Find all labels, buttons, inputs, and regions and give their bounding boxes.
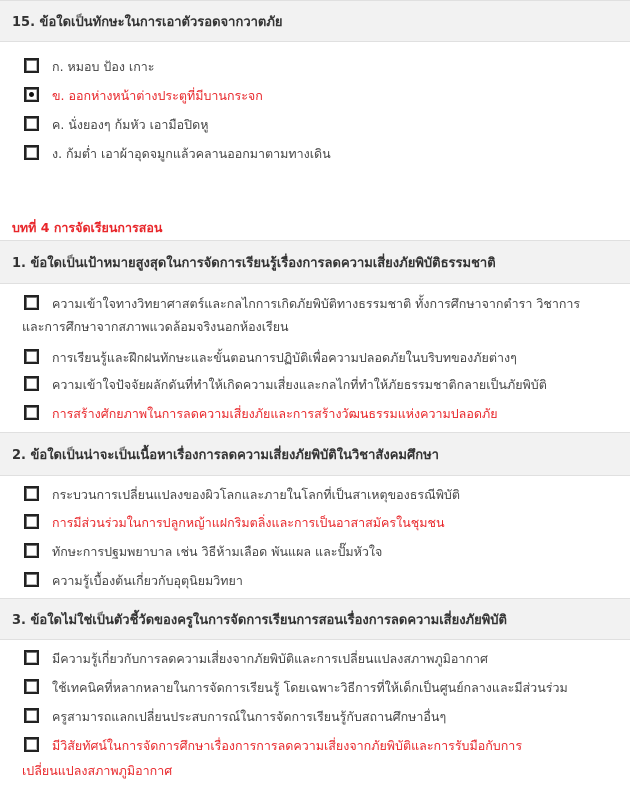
q2-option-a[interactable]: กระบวนการเปลี่ยนแปลงของผิวโลกและภายในโลกที่เป็นสาเหตุของธรณีพิบัติ [22,484,612,506]
radio-button-icon[interactable] [24,349,39,364]
radio-button-icon[interactable] [24,295,39,310]
q3-option-d-continued: เปลี่ยนแปลงสภาพภูมิอากาศ [22,763,173,778]
radio-button-icon[interactable] [24,116,39,131]
radio-button-icon[interactable] [24,650,39,665]
q1-option-c[interactable]: ความเข้าใจปัจจัยผลักดันที่ทำให้เกิดความเสี่ยงและกลไกที่ทำให้ภัยธรรมชาติกลายเป็นภัยพิบัติ [22,374,612,396]
question-1-title: 1. ข้อใดเป็นเป้าหมายสูงสุดในการจัดการเรียนรู้เรื่องการลดความเสี่ยงภัยพิบัติธรรมชาติ [0,240,630,284]
q1-option-b[interactable]: การเรียนรู้และฝึกฝนทักษะและขั้นตอนการปฏิบัติเพื่อความปลอดภัยในบริบทของภัยต่างๆ [22,347,612,369]
radio-button-icon[interactable] [24,405,39,420]
q2-option-b[interactable]: การมีส่วนร่วมในการปลูกหญ้าแฝกริมตลิ่งและการเป็นอาสาสมัครในชุมชน [22,512,612,534]
q15-option-d[interactable]: ง. ก้มต่ำ เอาผ้าอุดจมูกแล้วคลานออกมาตามทางเดิน [22,143,612,165]
radio-button-checked-icon[interactable] [24,87,39,102]
q15-option-a[interactable]: ก. หมอบ ป้อง เกาะ [22,56,612,78]
radio-button-icon[interactable] [24,58,39,73]
question-15-title: 15. ข้อใดเป็นทักษะในการเอาตัวรอดจากวาตภัย [0,0,630,42]
radio-button-icon[interactable] [24,543,39,558]
q1-option-a[interactable]: ความเข้าใจทางวิทยาศาสตร์และกลไกการเกิดภัยพิบัติทางธรรมชาติ ทั้งการศึกษาจากตำรา วิชาการ [22,293,612,315]
q15-option-c[interactable]: ค. นั่งยองๆ ก้มหัว เอามือปิดหู [22,114,612,136]
radio-button-icon[interactable] [24,145,39,160]
radio-button-icon[interactable] [24,708,39,723]
q3-option-c[interactable]: ครูสามารถแลกเปลี่ยนประสบการณ์ในการจัดการเรียนรู้กับสถานศึกษาอื่นๆ [22,706,612,728]
section-title: บทที่ 4 การจัดเรียนการสอน [12,220,163,235]
q3-option-b[interactable]: ใช้เทคนิคที่หลากหลายในการจัดการเรียนรู้ โดยเฉพาะวิธีการที่ให้เด็กเป็นศูนย์กลางและมีส่วนร่วม [22,677,612,699]
question-3-title: 3. ข้อใดไม่ใช่เป็นตัวชี้วัดของครูในการจัดการเรียนการสอนเรื่องการลดความเสี่ยงภัยพิบัติ [0,598,630,640]
question-2-title: 2. ข้อใดเป็นน่าจะเป็นเนื้อหาเรื่องการลดความเสี่ยงภัยพิบัติในวิชาสังคมศึกษา [0,432,630,476]
radio-button-icon[interactable] [24,679,39,694]
q2-option-d[interactable]: ความรู้เบื้องต้นเกี่ยวกับอุตุนิยมวิทยา [22,570,612,592]
q1-option-d[interactable]: การสร้างศักยภาพในการลดความเสี่ยงภัยและการสร้างวัฒนธรรมแห่งความปลอดภัย [22,403,612,425]
q2-option-c[interactable]: ทักษะการปฐมพยาบาล เช่น วิธีห้ามเลือด พันแผล และปั๊มหัวใจ [22,541,612,563]
q15-option-b[interactable]: ข. ออกห่างหน้าต่างประตูที่มีบานกระจก [22,85,612,107]
radio-button-icon[interactable] [24,514,39,529]
q1-option-a-continued: และการศึกษาจากสภาพแวดล้อมจริงนอกห้องเรียน [22,319,289,334]
q3-option-d[interactable]: มีวิสัยทัศน์ในการจัดการศึกษาเรื่องการการลดความเสี่ยงจากภัยพิบัติและการรับมือกับการ [22,735,612,757]
radio-button-icon[interactable] [24,486,39,501]
radio-button-icon[interactable] [24,376,39,391]
radio-button-icon[interactable] [24,737,39,752]
radio-button-icon[interactable] [24,572,39,587]
q3-option-a[interactable]: มีความรู้เกี่ยวกับการลดความเสี่ยงจากภัยพิบัติและการเปลี่ยนแปลงสภาพภูมิอากาศ [22,648,612,670]
